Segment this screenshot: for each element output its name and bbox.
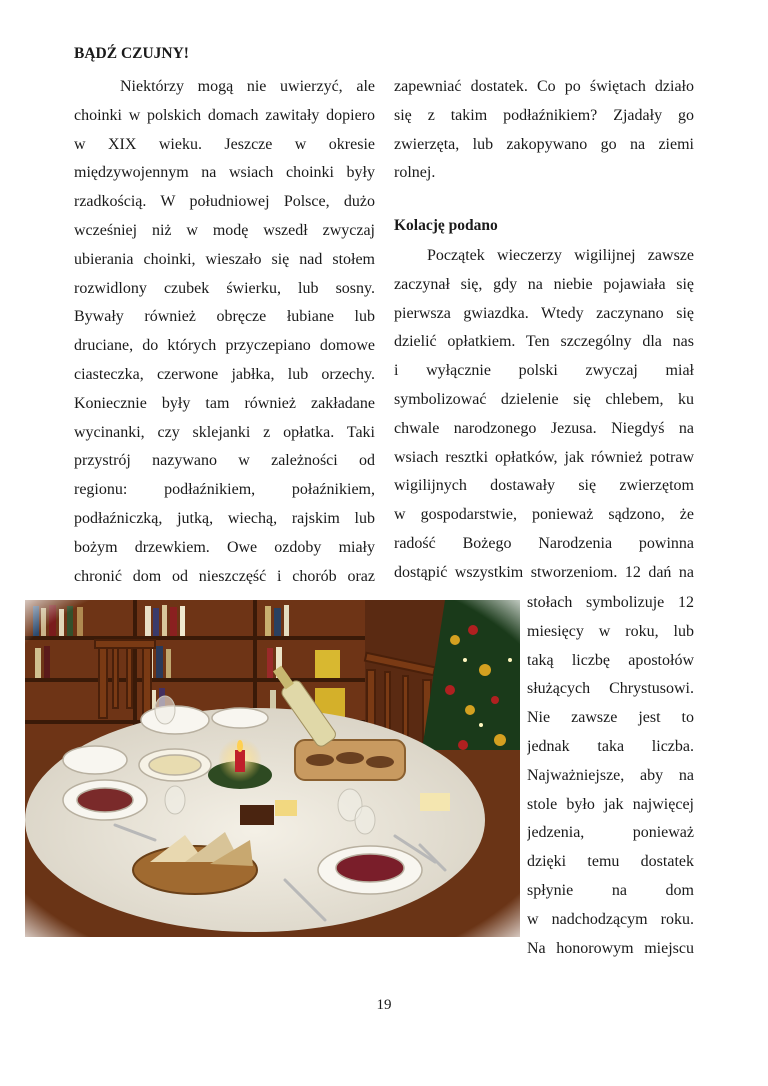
- text-line: przystrój nazywano w zależności od: [74, 452, 375, 470]
- text-line: Najważniejsze, aby na: [527, 766, 694, 784]
- text-line: wycinanki, czy sklejanki z opłatka. Taki: [74, 423, 375, 441]
- text-line: podłaźniczką, jutką, wiechą, rajskim lub: [74, 510, 375, 527]
- text-line: w nadchodzącym roku.: [527, 910, 694, 928]
- text-line: radość Bożego Narodzenia powinna: [394, 535, 694, 552]
- text-line: chronić dom od nieszczęść i chorób oraz: [74, 567, 375, 585]
- text-line: w XIX wieku. Jeszcze w okresie: [74, 135, 375, 153]
- text-line: zapewniać dostatek. Co po świętach działo: [394, 78, 694, 95]
- text-line: rzadkością. W południowej Polsce, dużo: [74, 193, 375, 211]
- text-line: rolnej.: [394, 164, 436, 182]
- text-line: spłynie na dom: [527, 882, 694, 899]
- text-line: się z takim podłaźnikiem? Zjadały go: [394, 106, 694, 124]
- text-line: regionu: podłaźnikiem, połaźnikiem,: [74, 481, 375, 499]
- text-line: dzięki temu dostatek: [527, 853, 694, 871]
- page-number: 19: [376, 997, 392, 1013]
- text-line: Nie zawsze jest to: [527, 709, 694, 727]
- heading-badz-czujny: BĄDŹ CZUJNY!: [74, 45, 189, 62]
- text-line: wcześniej niż w modę wszedł zwyczaj: [74, 222, 375, 239]
- wigilia-table-photo: [25, 600, 520, 937]
- text-line: druciane, do których przyczepiano domowe: [74, 337, 375, 355]
- text-line: miesięcy w roku, lub: [527, 622, 694, 640]
- text-line: Niektórzy mogą nie uwierzyć, ale: [120, 78, 375, 95]
- text-line: dzielić opłatkiem. Ten szczególny dla nas: [394, 333, 694, 351]
- heading-kolacje-podano: Kolację podano: [394, 217, 498, 234]
- text-line: chwale narodzonego Jezusa. Niegdyś na: [394, 419, 694, 437]
- text-line: dostąpić wszystkim stworzeniom. 12 dań na: [394, 563, 694, 581]
- text-line: stole było jak najwięcej: [527, 795, 694, 813]
- text-line: jednak taka liczba.: [527, 738, 694, 755]
- text-line: wsiach resztki opłatków, jak również potraw: [394, 448, 694, 466]
- text-line: i wyłącznie polski zwyczaj miał: [394, 362, 694, 380]
- text-line: symbolizować dzielenie się chlebem, ku: [394, 391, 694, 408]
- text-line: Bywały również obręcze łubiane lub: [74, 308, 375, 326]
- text-line: Początek wieczerzy wigilijnej zawsze: [427, 247, 694, 264]
- text-line: międzywojennym na wsiach choinki były: [74, 164, 375, 182]
- text-line: zaczynał się, gdy na niebie pojawiała się: [394, 275, 694, 293]
- text-line: wigilijnych dostawały się zwierzętom: [394, 477, 694, 495]
- text-line: choinki w polskich domach zawitały dopiero: [74, 106, 375, 124]
- text-line: rozwidlony czubek świerku, lub sosny.: [74, 279, 375, 297]
- text-line: jedzenia, ponieważ: [527, 824, 694, 842]
- text-line: Na honorowym miejscu: [527, 939, 694, 957]
- text-line: zwierzęta, lub zakopywano go na ziemi: [394, 135, 694, 153]
- text-line: służących Chrystusowi.: [527, 680, 694, 698]
- text-line: taką liczbę apostołów: [527, 651, 694, 669]
- text-line: Koniecznie były tam również zakładane: [74, 394, 375, 412]
- text-line: pierwsza gwiazdka. Wtedy zaczynano się: [394, 304, 694, 322]
- text-line: ciasteczka, czerwone jabłka, lub orzechy.: [74, 366, 375, 383]
- text-line: ubierania choinki, wieszało się nad stołem: [74, 250, 375, 268]
- text-line: w gospodarstwie, ponieważ sądzono, że: [394, 506, 694, 524]
- text-line: bożym drzewkiem. Owe ozdoby miały: [74, 538, 375, 556]
- text-line: stołach symbolizuje 12: [527, 594, 694, 611]
